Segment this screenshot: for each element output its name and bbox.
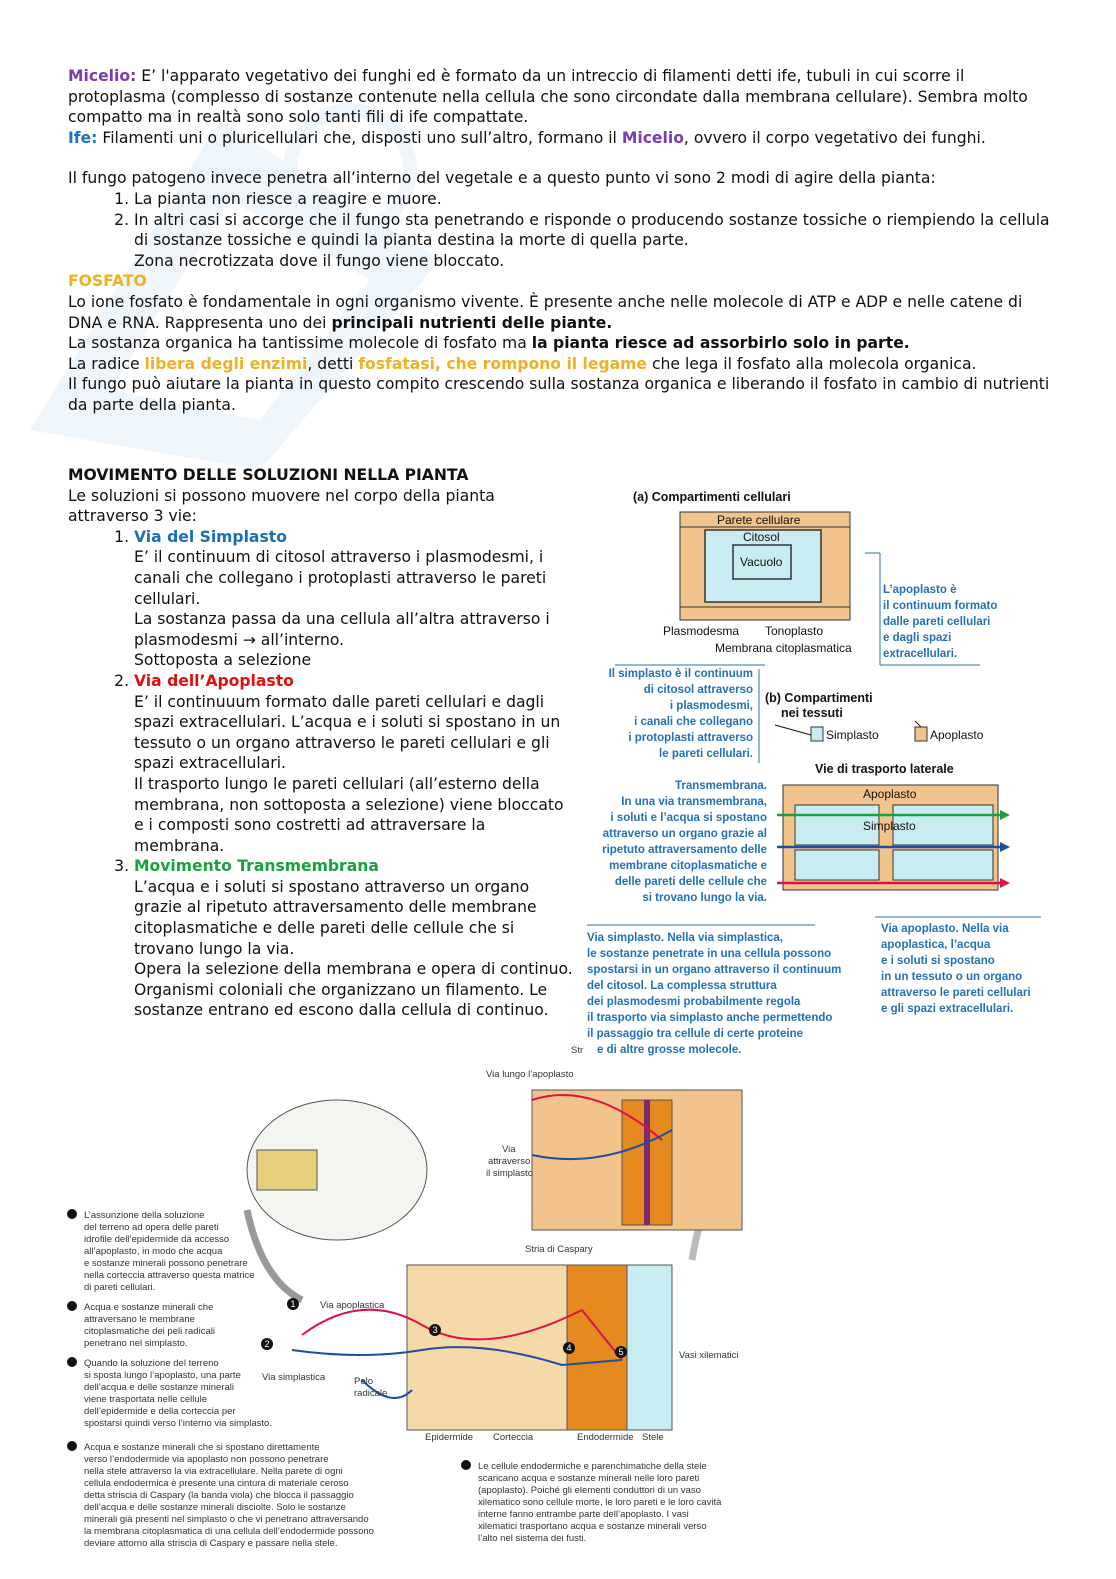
svg-text:dell’epidermide e della cortec: dell’epidermide e della corteccia per: [84, 1406, 236, 1417]
reaction-list: [68, 189, 1058, 251]
fosfato-p4: Il fungo può aiutare la pianta in questo compito crescendo sulla sostanza organica e liberando il fosfato in cambio di nutrienti da parte della pianta.: [68, 375, 1050, 414]
svg-text:verso l’endodermide via apopla: verso l’endodermide via apoplasto non possono penetrare: [84, 1454, 329, 1465]
intro-section: [68, 66, 1058, 416]
svg-text:dei plasmodesmi probabilmente: dei plasmodesmi probabilmente regola: [587, 996, 801, 1008]
label-via-simplastica: Via simplastica: [262, 1372, 326, 1383]
svg-text:spostarsi in un organo attrave: spostarsi in un organo attraverso il continuum: [587, 964, 842, 976]
label-simplasto: Simplasto: [863, 819, 916, 833]
svg-text:nella corteccia attraverso que: nella corteccia attraverso questa matrice: [84, 1270, 255, 1281]
svg-text:spostarsi quindi verso l’inter: spostarsi quindi verso l’interno via simplasto.: [84, 1418, 272, 1429]
svg-text:di citosol attraverso: di citosol attraverso: [643, 684, 753, 696]
necrotic-note: Zona necrotizzata dove il fungo viene bloccato.: [134, 251, 505, 270]
movimento-intro: Le soluzioni si possono muovere nel corpo della pianta attraverso 3 vie:: [68, 486, 495, 526]
svg-text:e sostanze minerali possono pe: e sostanze minerali possono penetrare: [84, 1258, 248, 1269]
note-4: [67, 1441, 374, 1549]
svg-text:l’alto nel sistema dei fusti.: l’alto nel sistema dei fusti.: [478, 1533, 587, 1544]
svg-text:il continuum formato: il continuum formato: [883, 600, 998, 612]
list-item: 1. Via del Simplasto E’ il continuum di citosol attraverso i plasmodesmi, i canali che collegano i protoplasti attraverso le pareti cellulari. La sostanza passa da una cellula all’altra attraverso i plasmodesmi → all’interno. Sottoposta a selezione: [134, 527, 578, 671]
svg-text:Via apoplasto. Nella via: Via apoplasto. Nella via: [881, 923, 1009, 935]
svg-text:ripetuto attraversamento delle: ripetuto attraversamento delle: [602, 844, 767, 856]
svg-text:5: 5: [618, 1347, 624, 1357]
svg-text:In una via transmembrana,: In una via transmembrana,: [621, 796, 767, 808]
svg-text:apoplastica, l’acqua: apoplastica, l’acqua: [881, 939, 991, 951]
list-item: 3. Movimento Transmembrana L’acqua e i soluti si spostano attraverso un organo grazie al ripetuto attraversamento delle membrane citoplasmatiche e delle pareti delle cellule che si trovano lungo la via. Opera la selezione della membrana e opera di continuo. Organismi coloniali che organizzano un filamento. Le sostanze entrano ed escono dalla cellula di continuo.: [134, 856, 578, 1021]
note-2: [67, 1301, 215, 1349]
svg-text:interne fanno entrambe parte d: interne fanno entrambe parte dell’apoplasto. I vasi: [478, 1509, 689, 1520]
svg-text:1: 1: [290, 1299, 296, 1309]
svg-text:la membrana citoplasmatica di: la membrana citoplasmatica di una cellula dell’endodermide possono: [84, 1526, 374, 1537]
svg-text:xilematico sono cellule morte,: xilematico sono cellule morte, le loro pareti e le loro cavità: [478, 1497, 722, 1508]
fosfato-p3: La radice libera degli enzimi, detti fosfatasi, che rompono il legame che lega il fosfato alla molecola organica.: [68, 354, 977, 373]
label-citosol: Citosol: [743, 530, 780, 544]
svg-text:scaricano acqua e sostanze min: scaricano acqua e sostanze minerali nelle loro pareti: [478, 1473, 700, 1484]
svg-text:membrane citoplasmatiche e: membrane citoplasmatiche e: [609, 860, 767, 872]
svg-text:Quando la soluzione del terren: Quando la soluzione del terreno: [84, 1358, 219, 1369]
movimento-heading: MOVIMENTO DELLE SOLUZIONI NELLA PIANTA: [68, 466, 469, 484]
fosfato-p1: Lo ione fosfato è fondamentale in ogni organismo vivente. È presente anche nelle molecole di ATP e ADP e nelle catene di DNA e RNA. Rappresenta uno dei principali nutrienti delle piante.: [68, 292, 1023, 332]
svg-text:attraversano le membrane: attraversano le membrane: [84, 1314, 195, 1325]
svg-text:del terreno ad opera delle par: del terreno ad opera delle pareti: [84, 1222, 219, 1233]
transmembrana-note: [602, 780, 767, 904]
label-via-lungo: Via lungo l’apoplasto: [486, 1069, 574, 1080]
svg-text:nei tessuti: nei tessuti: [781, 706, 843, 720]
apoplasto-note: [883, 584, 997, 660]
label-corteccia: Corteccia: [493, 1432, 534, 1443]
label-stele: Stele: [642, 1432, 664, 1443]
simplasto-note: [609, 668, 753, 760]
svg-text:Str: Str: [571, 1045, 584, 1056]
svg-text:il passaggio tra cellule di ce: il passaggio tra cellule di certe proteine: [587, 1028, 804, 1040]
figure-compartments: [571, 485, 1055, 1060]
svg-text:nella stele attraverso la via: nella stele attraverso la via extracellulare. Nella parete di ogni: [84, 1466, 343, 1477]
svg-text:citoplasmatiche dei peli radic: citoplasmatiche dei peli radicali: [84, 1326, 215, 1337]
svg-text:Via: Via: [502, 1144, 516, 1155]
svg-text:all’apoplasto, in modo che acq: all’apoplasto, in modo che acqua: [84, 1246, 223, 1257]
micelio-term: Micelio:: [68, 67, 137, 85]
svg-text:extracellulari.: extracellulari.: [883, 648, 958, 660]
note-3: [67, 1357, 272, 1429]
list-item: 2. Via dell’Apoplasto E’ il continuuum formato dalle pareti cellulari e dagli spazi extracellulari. L’acqua e i soluti si spostano in un tessuto o un organo attraverso le pareti cellulari e gli spazi extracellulari. Il trasporto lungo le pareti cellulari (all’esterno della membrana, non sottoposta a selezione) viene bloccato e i composti sono costretti ad attraversare la membrana.: [134, 671, 578, 856]
svg-text:il trasporto via simplasto anc: il trasporto via simplasto anche permettendo: [587, 1012, 833, 1024]
label-plasmodesma: Plasmodesma: [663, 624, 740, 638]
vie-list: [68, 527, 578, 1021]
svg-text:radicale: radicale: [354, 1388, 388, 1399]
svg-text:i protoplasti attraverso: i protoplasti attraverso: [628, 732, 753, 744]
svg-text:il simplasto: il simplasto: [486, 1168, 533, 1179]
via-simplasto-note: [587, 932, 841, 1056]
svg-text:di pareti cellulari.: di pareti cellulari.: [84, 1282, 156, 1293]
label-epidermide: Epidermide: [425, 1432, 474, 1443]
legend-simplasto: Simplasto: [826, 728, 879, 742]
svg-text:idrofile dell’epidermide dà ac: idrofile dell’epidermide dà accesso: [84, 1234, 230, 1245]
svg-text:i plasmodesmi,: i plasmodesmi,: [669, 700, 753, 712]
svg-text:penetrano nel simplasto.: penetrano nel simplasto.: [84, 1338, 188, 1349]
svg-text:attraverso le pareti cellulari: attraverso le pareti cellulari: [881, 987, 1031, 999]
svg-text:le pareti cellulari.: le pareti cellulari.: [659, 748, 753, 760]
svg-text:e gli spazi extracellulari.: e gli spazi extracellulari.: [881, 1003, 1014, 1015]
svg-text:minerali già presenti nel simp: minerali già presenti nel simplasto o che vi penetrano attraversando: [84, 1514, 369, 1525]
label-vacuolo: Vacuolo: [740, 555, 783, 569]
svg-text:si sposta lungo l’apoplasto, u: si sposta lungo l’apoplasto, una parte: [84, 1370, 241, 1381]
svg-text:detta striscia di Caspary (la: detta striscia di Caspary (la banda viola) che blocca il passaggio: [84, 1490, 354, 1501]
svg-text:i canali che collegano: i canali che collegano: [634, 716, 753, 728]
svg-text:viene trasportata nelle cellul: viene trasportata nelle cellule: [84, 1394, 208, 1405]
svg-text:deviare attorno alla striscia: deviare attorno alla striscia di Caspary e passare nella stele.: [84, 1538, 338, 1549]
svg-text:i soluti e l’acqua si spostano: i soluti e l’acqua si spostano: [610, 812, 767, 824]
svg-text:e i soluti si spostano: e i soluti si spostano: [881, 955, 995, 967]
fosfato-heading: FOSFATO: [68, 272, 147, 291]
via-apoplasto-note: [881, 923, 1031, 1015]
note-1: [67, 1209, 255, 1293]
fig-b-title: (b) Compartimenti: [765, 691, 873, 705]
fosfato-p2: La sostanza organica ha tantissime molecole di fosfato ma la pianta riesce ad assorbirlo solo in parte.: [68, 334, 910, 353]
svg-text:Acqua e sostanze minerali che: Acqua e sostanze minerali che: [84, 1302, 214, 1313]
svg-text:L’apoplasto è: L’apoplasto è: [883, 584, 957, 596]
note-5: [461, 1460, 722, 1544]
svg-text:Le cellule endodermiche e pare: Le cellule endodermiche e parenchimatiche della stele: [478, 1461, 707, 1472]
svg-text:(apoplasto). Poiché gli elemen: (apoplasto). Poiché gli elementi conduttori di un vaso: [478, 1485, 701, 1496]
svg-text:L’assunzione della soluzione: L’assunzione della soluzione: [84, 1210, 205, 1221]
legend-apoplasto: Apoplasto: [930, 728, 984, 742]
svg-text:Il simplasto è il continuum: Il simplasto è il continuum: [608, 668, 753, 680]
ife-term: Ife:: [68, 128, 98, 147]
label-apoplasto: Apoplasto: [863, 787, 917, 801]
svg-text:dell’acqua e delle sostanze mi: dell’acqua e delle sostanze minerali disciolte. Solo le sostanze: [84, 1502, 346, 1513]
label-via-apoplastica: Via apoplastica: [320, 1300, 385, 1311]
svg-text:delle pareti delle cellule che: delle pareti delle cellule che: [614, 876, 767, 888]
label-membrana: Membrana citoplasmatica: [715, 641, 852, 655]
svg-text:3: 3: [432, 1325, 438, 1335]
svg-text:del citosol. La complessa stru: del citosol. La complessa struttura: [587, 980, 777, 992]
svg-text:cellula endodermica è presente: cellula endodermica è presente una cintura di materiale ceroso: [84, 1478, 349, 1489]
svg-text:Transmembrana.: Transmembrana.: [674, 780, 767, 792]
vie-title: Vie di trasporto laterale: [815, 762, 954, 776]
svg-text:dalle pareti cellulari: dalle pareti cellulari: [883, 616, 991, 628]
svg-text:attraverso: attraverso: [488, 1156, 531, 1167]
svg-text:in un tessuto o un organo: in un tessuto o un organo: [881, 971, 1023, 983]
svg-text:si trovano lungo la via.: si trovano lungo la via.: [642, 892, 767, 904]
svg-text:xilematici trasportano acqua e: xilematici trasportano acqua e sostanze minerali verso: [478, 1521, 707, 1532]
list-item: 2. In altri casi si accorge che il fungo sta penetrando e risponde o producendo sostanze tossiche o riempiendo la cellula di sostanze tossiche e quindi la pianta destina la morte di quella parte.: [134, 210, 1058, 251]
ife-paragraph: Ife: Filamenti uni o pluricellulari che, disposti uno sull’altro, formano il Micelio, ovvero il corpo vegetativo dei funghi.: [68, 128, 986, 147]
svg-text:Pelo: Pelo: [354, 1376, 374, 1387]
svg-text:Via simplasto. Nella via simpl: Via simplasto. Nella via simplastica,: [587, 932, 784, 944]
svg-text:4: 4: [566, 1343, 572, 1353]
figure-root-transport: [62, 1060, 762, 1560]
label-vasi: Vasi xilematici: [679, 1350, 739, 1361]
label-tonoplasto: Tonoplasto: [765, 624, 824, 638]
svg-text:dell’acqua e delle sostanze mi: dell’acqua e delle sostanze minerali: [84, 1382, 234, 1393]
fig-a-title: (a) Compartimenti cellulari: [633, 490, 791, 504]
svg-text:e di altre grosse molecole.: e di altre grosse molecole.: [597, 1044, 742, 1056]
patogeno-paragraph: Il fungo patogeno invece penetra all’interno del vegetale e a questo punto vi sono 2 modi di agire della pianta:: [68, 169, 936, 188]
label-endodermide: Endodermide: [577, 1432, 634, 1443]
movimento-section: [68, 465, 578, 1021]
svg-text:e dagli spazi: e dagli spazi: [883, 632, 952, 644]
micelio-paragraph: Micelio: E’ l'apparato vegetativo dei funghi ed è formato da un intreccio di filamenti detti ife, tubuli in cui scorre il protoplasma (complesso di sostanze contenute nella cellula che sono circondate dalla membrana cellulare). Sembra molto compatto ma in realtà sono solo tanti fili di ife compattate.: [68, 67, 1028, 127]
list-item: 1. La pianta non riesce a reagire e muore.: [134, 189, 1058, 210]
svg-text:Acqua e sostanze minerali che: Acqua e sostanze minerali che si spostano direttamente: [84, 1442, 320, 1453]
svg-text:attraverso un organo grazie al: attraverso un organo grazie al: [602, 828, 767, 840]
svg-text:2: 2: [264, 1339, 270, 1349]
label-stria: Stria di Caspary: [525, 1244, 593, 1255]
svg-text:le sostanze penetrate in una c: le sostanze penetrate in una cellula possono: [587, 948, 832, 960]
label-parete: Parete cellulare: [717, 513, 801, 527]
